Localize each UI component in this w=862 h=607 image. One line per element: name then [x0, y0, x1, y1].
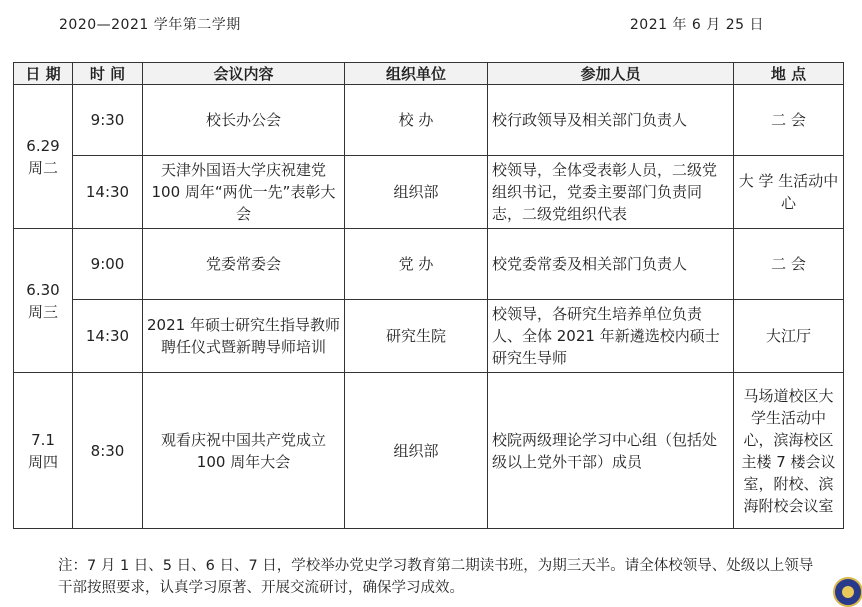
org-cell: 组织部	[345, 156, 488, 229]
col-header-date: 日 期	[14, 63, 73, 85]
place-cell: 马场道校区大学生活动中心，滨海校区主楼 7 楼会议室，附校、滨海附校会议室	[734, 373, 844, 529]
schedule-table	[13, 62, 844, 529]
org-cell: 校 办	[345, 85, 488, 156]
content-cell: 观看庆祝中国共产党成立 100 周年大会	[143, 373, 345, 529]
date-cell	[14, 85, 73, 229]
org-cell: 组织部	[345, 373, 488, 529]
date-cell	[14, 229, 73, 373]
place-cell: 大 学 生活动中心	[734, 156, 844, 229]
table-row	[14, 229, 844, 300]
time-cell: 9:30	[73, 85, 143, 156]
date-value: 6.30	[26, 280, 60, 299]
participants-cell: 校院两级理论学习中心组（包括处级以上党外干部）成员	[488, 373, 734, 529]
col-header-time: 时 间	[73, 63, 143, 85]
time-cell: 14:30	[73, 300, 143, 373]
weekday-value: 周二	[27, 158, 58, 177]
col-header-participants: 参加人员	[488, 63, 734, 85]
place-cell: 二 会	[734, 85, 844, 156]
weekday-value: 周三	[27, 302, 58, 321]
col-header-place: 地 点	[734, 63, 844, 85]
weekday-value: 周四	[27, 452, 58, 471]
place-cell: 大江厅	[734, 300, 844, 373]
participants-cell: 校行政领导及相关部门负责人	[488, 85, 734, 156]
date-value: 7.1	[31, 430, 55, 449]
table-header-row	[14, 63, 844, 85]
semester-label: 2020—2021 学年第二学期	[59, 17, 241, 33]
time-cell: 9:00	[73, 229, 143, 300]
university-seal-icon	[833, 577, 862, 607]
document-date: 2021 年 6 月 25 日	[629, 17, 764, 33]
time-cell: 8:30	[73, 373, 143, 529]
table-row	[14, 373, 844, 529]
participants-cell: 校领导，各研究生培养单位负责人、全体 2021 年新遴选校内硕士研究生导师	[488, 300, 734, 373]
content-cell: 2021 年硕士研究生指导教师聘任仪式暨新聘导师培训	[143, 300, 345, 373]
table-row	[14, 300, 844, 373]
table-row	[14, 156, 844, 229]
participants-cell: 校领导，全体受表彰人员，二级党组织书记，党委主要部门负责同志，二级党组织代表	[488, 156, 734, 229]
org-cell: 党 办	[345, 229, 488, 300]
date-value: 6.29	[26, 136, 60, 155]
col-header-org: 组织单位	[345, 63, 488, 85]
org-cell: 研究生院	[345, 300, 488, 373]
content-cell: 天津外国语大学庆祝建党 100 周年“两优一先”表彰大会	[143, 156, 345, 229]
time-cell: 14:30	[73, 156, 143, 229]
content-cell: 校长办公会	[143, 85, 345, 156]
date-cell	[14, 373, 73, 529]
content-cell: 党委常委会	[143, 229, 345, 300]
col-header-content: 会议内容	[143, 63, 345, 85]
footnote: 注：7 月 1 日、5 日、6 日、7 日，学校举办党史学习教育第二期读书班，为期三天半。请全体校领导、处级以上领导干部按照要求，认真学习原著、开展交流研讨，确保学习成效。	[58, 558, 814, 596]
table-row	[14, 85, 844, 156]
place-cell: 二 会	[734, 229, 844, 300]
participants-cell: 校党委常委及相关部门负责人	[488, 229, 734, 300]
